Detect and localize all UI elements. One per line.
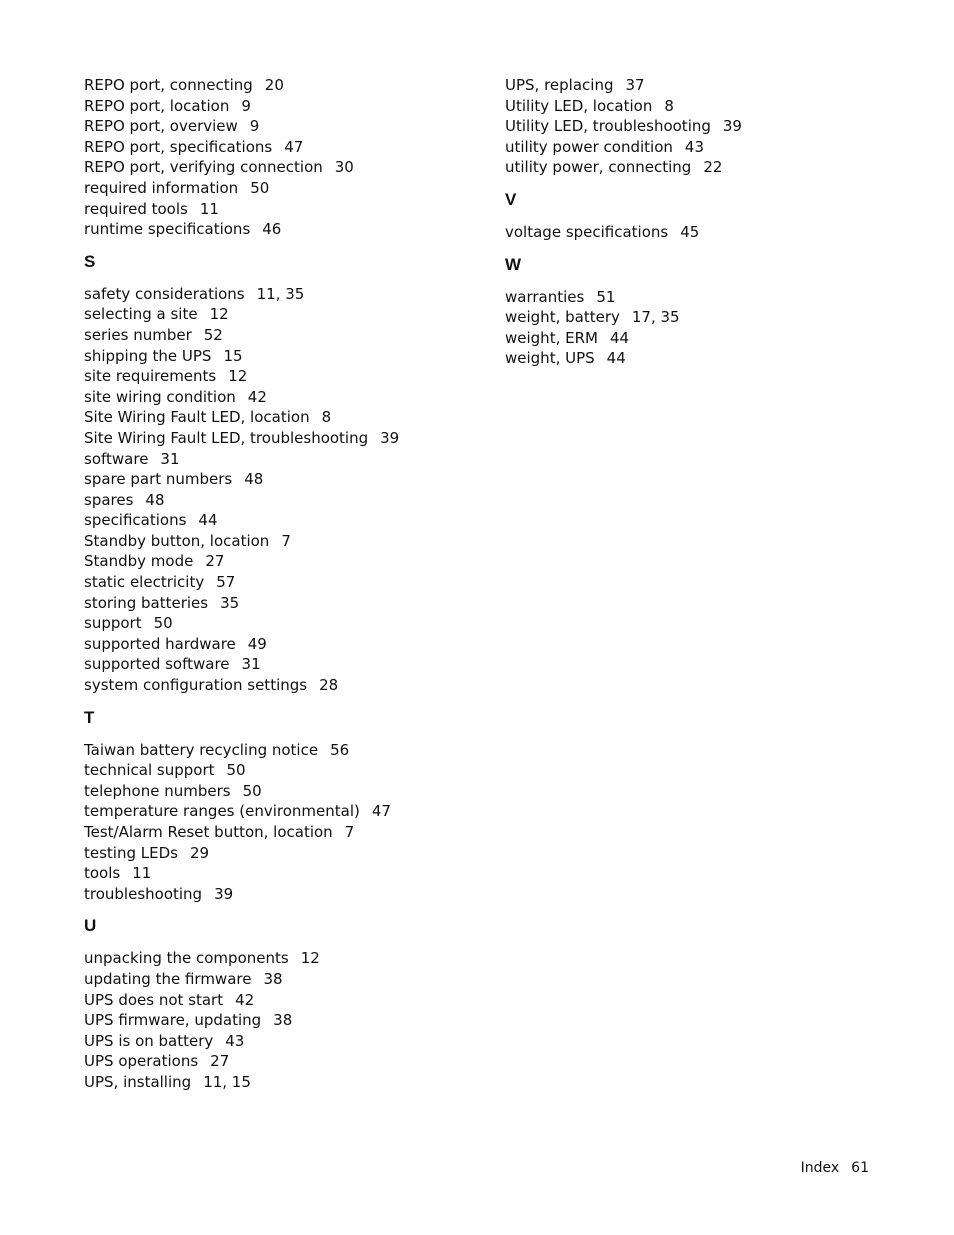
index-page-ref: 28 — [319, 676, 339, 695]
index-entries-group — [84, 75, 484, 1093]
index-entry — [505, 307, 905, 328]
index-page-ref: 7 — [344, 823, 355, 841]
index-page-ref: 27 — [205, 552, 225, 571]
footer-label: Index — [800, 1160, 840, 1176]
index-page-ref: 39 — [214, 884, 234, 903]
index-term: site wiring condition — [84, 387, 236, 406]
index-term: UPS operations — [84, 1052, 199, 1071]
index-term: UPS, replacing — [505, 76, 614, 94]
index-page-ref: 44 — [606, 349, 626, 368]
index-page-ref: 49 — [247, 634, 267, 653]
index-entry — [84, 531, 484, 552]
index-page-ref: 17, 35 — [631, 308, 680, 327]
index-term: Standby button, location — [84, 531, 270, 550]
index-term: updating the firmware — [84, 969, 252, 988]
index-term: telephone numbers — [84, 781, 231, 800]
index-page-ref: 50 — [242, 781, 262, 800]
index-entry — [505, 287, 905, 308]
index-term: technical support — [84, 761, 215, 780]
index-term: supported hardware — [84, 634, 236, 653]
index-term: utility power condition — [505, 137, 673, 156]
index-page-ref: 12 — [228, 367, 248, 386]
index-page-ref: 11 — [199, 199, 219, 218]
section-letter-heading: S — [84, 251, 96, 271]
index-term: warranties — [505, 287, 585, 306]
index-term: Site Wiring Fault LED, location — [84, 408, 310, 427]
index-page-ref: 30 — [334, 158, 354, 177]
index-column-left — [84, 75, 484, 1093]
index-term: Utility LED, troubleshooting — [505, 117, 711, 136]
index-page-ref: 44 — [609, 328, 630, 347]
index-entry — [505, 96, 905, 117]
page-number: 61 — [851, 1160, 869, 1176]
index-page-ref: 20 — [264, 76, 284, 94]
index-term: Utility LED, location — [505, 96, 653, 115]
index-page-ref: 37 — [625, 76, 645, 94]
index-entry — [84, 219, 484, 240]
index-entry — [84, 948, 484, 969]
index-term: voltage specifications — [505, 222, 669, 241]
index-entry — [84, 654, 484, 675]
index-entry — [84, 634, 484, 655]
index-entry — [84, 675, 484, 696]
index-page-ref: 11, 35 — [256, 284, 305, 303]
index-term: support — [84, 614, 142, 633]
index-entry — [84, 801, 484, 822]
index-entry — [84, 157, 484, 178]
section-letter-heading: V — [505, 189, 517, 209]
index-term: static electricity — [84, 573, 205, 592]
index-page-ref: 47 — [371, 802, 391, 821]
index-term: utility power, connecting — [505, 158, 692, 177]
index-entry — [84, 593, 484, 614]
index-entry — [84, 428, 484, 449]
index-entry — [84, 1072, 484, 1093]
index-term: selecting a site — [84, 305, 198, 324]
index-term: REPO port, specifications — [84, 137, 273, 156]
index-entry — [84, 822, 484, 843]
index-entry — [505, 348, 905, 369]
index-page-ref: 22 — [703, 158, 723, 177]
index-term: UPS firmware, updating — [84, 1011, 262, 1030]
index-term: UPS does not start — [84, 990, 224, 1009]
index-term: spare part numbers — [84, 470, 233, 489]
index-term: REPO port, overview — [84, 117, 238, 136]
index-page-ref: 38 — [263, 969, 283, 988]
index-page-ref: 15 — [223, 346, 243, 365]
section-letter-heading: U — [84, 916, 97, 936]
index-entry — [84, 510, 484, 531]
index-page-ref: 31 — [241, 655, 261, 674]
index-entry — [84, 449, 484, 470]
index-page-ref: 42 — [235, 990, 255, 1009]
index-entry — [84, 863, 484, 884]
index-entry — [505, 137, 905, 158]
index-term: Test/Alarm Reset button, location — [84, 823, 333, 841]
index-page-ref: 39 — [722, 117, 742, 136]
index-term: required tools — [84, 199, 188, 218]
index-term: weight, UPS — [505, 349, 595, 368]
index-page-ref: 31 — [160, 449, 180, 468]
index-entry — [84, 304, 484, 325]
index-page-ref: 52 — [203, 325, 223, 344]
index-entry — [84, 137, 484, 158]
index-page-ref: 9 — [249, 117, 260, 136]
index-entry — [505, 75, 905, 96]
index-page-ref: 45 — [680, 222, 700, 241]
index-entry — [84, 387, 484, 408]
index-term: Standby mode — [84, 552, 194, 571]
index-page-ref: 38 — [273, 1011, 293, 1030]
index-term: runtime specifications — [84, 220, 251, 239]
index-entry — [84, 884, 484, 905]
index-page-ref: 8 — [664, 96, 674, 115]
index-term: REPO port, verifying connection — [84, 158, 323, 177]
index-entry — [84, 325, 484, 346]
index-entry — [505, 116, 905, 137]
index-term: storing batteries — [84, 593, 209, 612]
index-entries-group — [505, 75, 905, 369]
index-term: Taiwan battery recycling notice — [84, 740, 319, 759]
index-entry — [84, 96, 484, 117]
index-entry — [84, 990, 484, 1011]
index-entry — [84, 178, 484, 199]
index-page-ref: 12 — [300, 949, 320, 968]
index-entry — [84, 572, 484, 593]
page-footer — [801, 1158, 869, 1178]
index-entry — [505, 222, 905, 243]
index-entry — [84, 284, 484, 305]
index-page-ref: 50 — [153, 614, 173, 633]
index-term: site requirements — [84, 367, 217, 386]
index-term: weight, battery — [505, 308, 620, 327]
index-page-ref: 27 — [210, 1052, 230, 1071]
index-term: software — [84, 449, 149, 468]
index-page-ref: 56 — [330, 740, 350, 759]
index-term: series number — [84, 325, 192, 344]
index-entry — [84, 1051, 484, 1072]
index-term: required information — [84, 178, 239, 197]
index-entry — [84, 1031, 484, 1052]
index-page-ref: 50 — [250, 178, 270, 197]
index-entry — [84, 969, 484, 990]
index-entry — [84, 781, 484, 802]
index-page-ref: 50 — [226, 761, 246, 780]
index-entry — [84, 346, 484, 367]
index-page-ref: 11, 15 — [203, 1072, 251, 1091]
index-page-ref: 42 — [247, 387, 267, 406]
index-page-ref: 8 — [321, 408, 332, 427]
index-term: specifications — [84, 511, 187, 530]
index-entry — [84, 490, 484, 511]
index-term: Site Wiring Fault LED, troubleshooting — [84, 428, 369, 447]
index-page-ref: 35 — [220, 593, 240, 612]
index-entry — [84, 760, 484, 781]
index-page-ref: 11 — [132, 864, 152, 883]
index-term: temperature ranges (environmental) — [84, 802, 360, 821]
index-term: REPO port, connecting — [84, 76, 253, 94]
index-entry — [84, 407, 484, 428]
section-letter-heading: T — [84, 707, 95, 727]
index-term: testing LEDs — [84, 843, 178, 862]
index-term: REPO port, location — [84, 96, 230, 115]
index-page-ref: 48 — [145, 490, 165, 509]
index-page-ref: 43 — [684, 137, 704, 156]
index-term: system configuration settings — [84, 676, 308, 695]
index-entry — [84, 1010, 484, 1031]
index-page-ref: 46 — [262, 220, 282, 239]
index-page-ref: 48 — [244, 470, 264, 489]
index-page-ref: 39 — [380, 428, 400, 447]
index-entry — [84, 740, 484, 761]
index-term: UPS is on battery — [84, 1031, 214, 1050]
index-page-ref: 9 — [241, 96, 251, 115]
index-entry — [84, 469, 484, 490]
index-term: spares — [84, 490, 134, 509]
index-term: UPS, installing — [84, 1072, 192, 1091]
index-term: shipping the UPS — [84, 346, 212, 365]
index-term: tools — [84, 864, 121, 883]
index-entry — [84, 199, 484, 220]
index-page-ref: 43 — [225, 1031, 245, 1050]
index-term: safety considerations — [84, 284, 245, 303]
index-entry — [505, 328, 905, 349]
index-entry — [505, 157, 905, 178]
index-entry — [84, 75, 484, 96]
index-term: supported software — [84, 655, 230, 674]
index-page-ref: 44 — [198, 511, 218, 530]
index-term: weight, ERM — [505, 328, 598, 347]
index-entry — [84, 366, 484, 387]
index-page-ref: 57 — [216, 573, 236, 592]
section-letter-heading: W — [505, 254, 522, 274]
index-entry — [84, 843, 484, 864]
index-entry — [84, 613, 484, 634]
index-term: unpacking the components — [84, 949, 289, 968]
index-page-ref: 47 — [284, 137, 304, 156]
index-entry — [84, 116, 484, 137]
index-page-ref: 51 — [596, 287, 616, 306]
index-page-ref: 29 — [189, 843, 210, 862]
index-term: troubleshooting — [84, 884, 203, 903]
index-entry — [84, 551, 484, 572]
index-column-right — [505, 75, 905, 369]
index-page-ref: 12 — [209, 305, 229, 324]
index-page-ref: 7 — [281, 531, 291, 550]
